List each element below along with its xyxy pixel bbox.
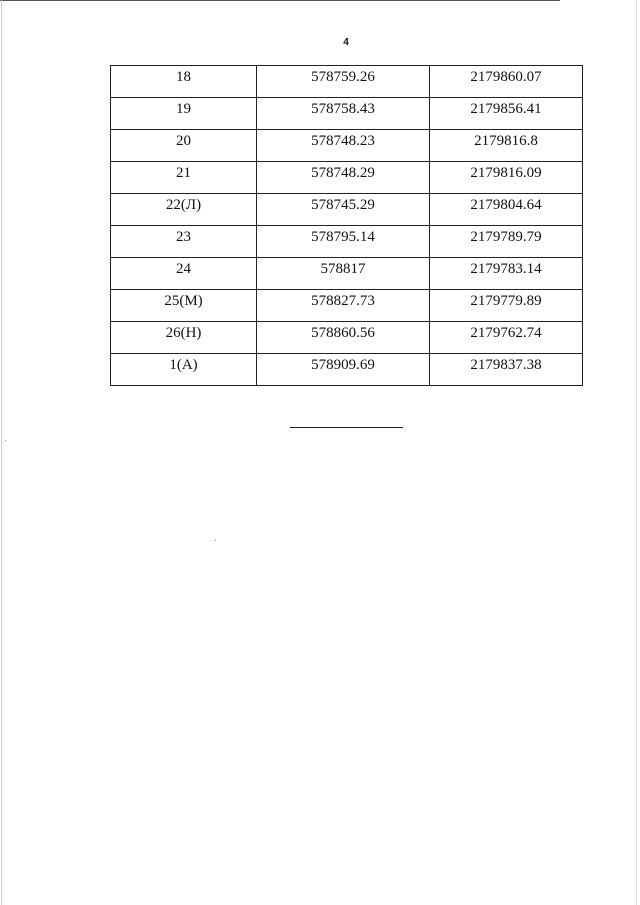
y-coordinate-cell: 2179816.09 (430, 162, 583, 194)
x-coordinate-cell: 578827.73 (257, 290, 430, 322)
table-row (111, 162, 583, 194)
table-row (111, 322, 583, 354)
y-coordinate-cell: 2179783.14 (430, 258, 583, 290)
x-coordinate-cell: 578758.43 (257, 98, 430, 130)
x-coordinate-cell: 578748.29 (257, 162, 430, 194)
x-coordinate-cell: 578745.29 (257, 194, 430, 226)
scan-edge-right (636, 0, 637, 905)
table-row (111, 194, 583, 226)
scan-speck (215, 540, 216, 541)
y-coordinate-cell: 2179837.38 (430, 354, 583, 386)
table-row (111, 290, 583, 322)
table-row (111, 354, 583, 386)
scan-speck (5, 440, 6, 441)
point-cell: 25(М) (111, 290, 257, 322)
y-coordinate-cell: 2179816.8 (430, 130, 583, 162)
x-coordinate-cell: 578817 (257, 258, 430, 290)
y-coordinate-cell: 2179762.74 (430, 322, 583, 354)
y-coordinate-cell: 2179789.79 (430, 226, 583, 258)
y-coordinate-cell: 2179856.41 (430, 98, 583, 130)
point-cell: 1(А) (111, 354, 257, 386)
y-coordinate-cell: 2179804.64 (430, 194, 583, 226)
point-cell: 19 (111, 98, 257, 130)
table-row (111, 98, 583, 130)
table-row (111, 226, 583, 258)
coordinates-table-body (111, 66, 583, 386)
table-row (111, 258, 583, 290)
scan-edge-left (1, 0, 2, 905)
x-coordinate-cell: 578860.56 (257, 322, 430, 354)
point-cell: 24 (111, 258, 257, 290)
page-number: 4 (343, 37, 349, 48)
table-row (111, 130, 583, 162)
x-coordinate-cell: 578795.14 (257, 226, 430, 258)
y-coordinate-cell: 2179860.07 (430, 66, 583, 98)
x-coordinate-cell: 578909.69 (257, 354, 430, 386)
x-coordinate-cell: 578748.23 (257, 130, 430, 162)
x-coordinate-cell: 578759.26 (257, 66, 430, 98)
y-coordinate-cell: 2179779.89 (430, 290, 583, 322)
table-row (111, 66, 583, 98)
point-cell: 22(Л) (111, 194, 257, 226)
point-cell: 20 (111, 130, 257, 162)
point-cell: 21 (111, 162, 257, 194)
scan-edge-top (0, 0, 560, 1)
point-cell: 26(Н) (111, 322, 257, 354)
point-cell: 23 (111, 226, 257, 258)
document-end-rule (290, 427, 403, 428)
coordinates-table (110, 65, 583, 386)
point-cell: 18 (111, 66, 257, 98)
